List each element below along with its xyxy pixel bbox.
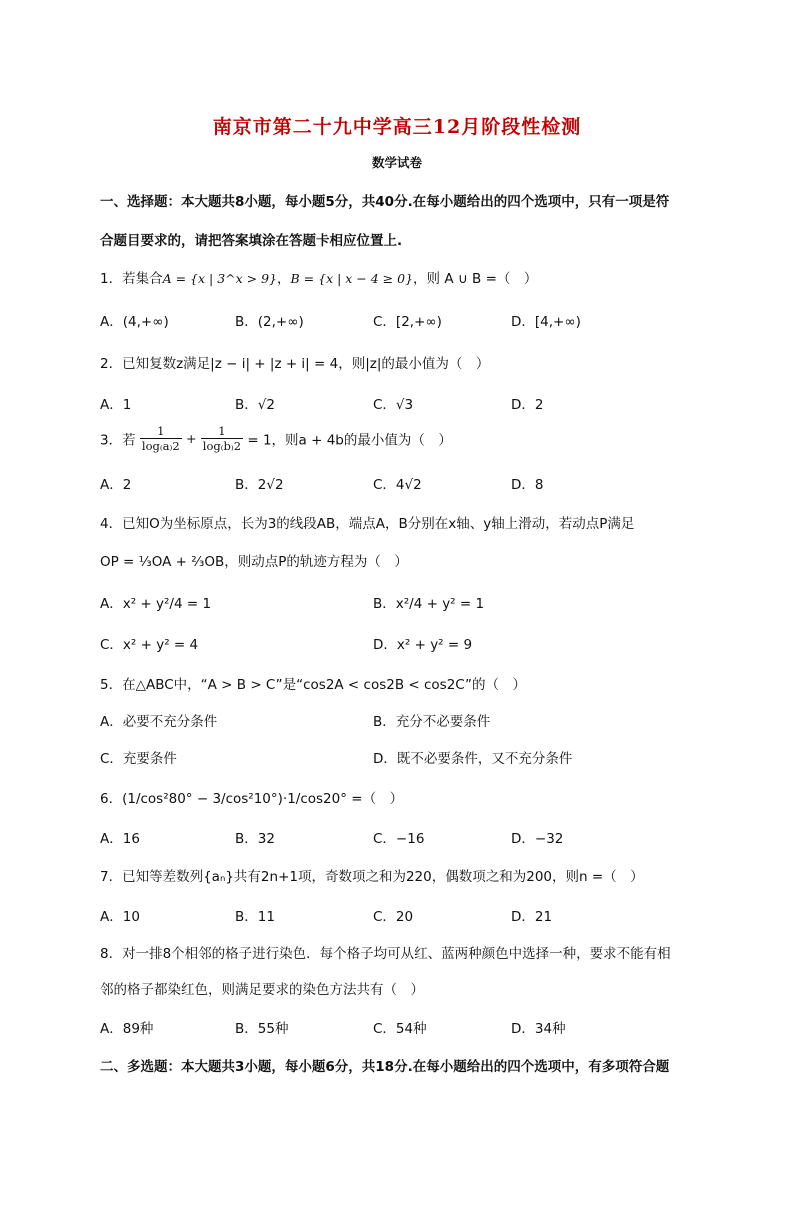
q3-fraction-1 (140, 424, 182, 453)
question-4-line2: OP = ⅓OA + ⅔OB，则动点P的轨迹方程为（ ） (100, 554, 408, 570)
q7-option-c: C．20 (373, 909, 414, 925)
q3-option-b: B．2√2 (235, 477, 284, 493)
q7-option-b: B．11 (235, 909, 275, 925)
q8-option-d: D．34种 (511, 1021, 566, 1037)
question-1: 1．若集合A = {x | 3^x > 9}，B = {x | x − 4 ≥ 0}，则 A ∪ B =（ ） (100, 271, 538, 287)
q4-option-a: A．x² + y²/4 = 1 (100, 596, 212, 612)
q1-option-d: D．[4,+∞) (511, 314, 581, 330)
q1-option-a: A．(4,+∞) (100, 314, 169, 330)
q3-option-c: C．4√2 (373, 477, 422, 493)
q5-option-c: C．充要条件 (100, 751, 177, 767)
q8-option-a: A．89种 (100, 1021, 154, 1037)
q3-frac2-den: log₍b₎2 (202, 439, 242, 453)
q8-option-c: C．54种 (373, 1021, 427, 1037)
question-3: 3．若 $\frac{1}{\log_(a_)2}$ + $\frac{1}{\log_(b_)2}$ = 1，则a + 4b的最小值为（ ） (100, 424, 452, 453)
q1-ask: ，则 A ∪ B =（ ） (413, 271, 538, 287)
q4-option-b: B．x²/4 + y² = 1 (373, 596, 485, 612)
q3-frac1-den: log₍a₎2 (141, 439, 180, 453)
q5-option-b: B．充分不必要条件 (373, 714, 491, 730)
q1-set-b: B = {x | x − 4 ≥ 0} (290, 271, 414, 286)
q6-option-a: A．16 (100, 831, 140, 847)
question-2: 2．已知复数z满足|z − i| + |z + i| = 4，则|z|的最小值为（ ） (100, 356, 490, 372)
q3-suffix: = 1，则a + 4b的最小值为（ ） (247, 432, 452, 449)
page-title: 南京市第二十九中学高三12月阶段性检测 (212, 116, 582, 138)
q3-frac2-num: 1 (201, 424, 243, 439)
q1-prefix: 1．若集合 (100, 271, 163, 287)
q6-option-c: C．−16 (373, 831, 425, 847)
question-8-line1: 8．对一排8个相邻的格子进行染色．每个格子均可从红、蓝两种颜色中选择一种，要求不能有相 (100, 946, 671, 962)
q3-option-a: A．2 (100, 477, 132, 493)
question-4-line1: 4．已知O为坐标原点，长为3的线段AB，端点A，B分别在x轴、y轴上滑动，若动点P满足 (100, 516, 635, 532)
q2-option-c: C．√3 (373, 397, 414, 413)
q8-option-b: B．55种 (235, 1021, 289, 1037)
q4-option-c: C．x² + y² = 4 (100, 637, 199, 653)
q1-option-b: B．(2,+∞) (235, 314, 304, 330)
q1-option-c: C．[2,+∞) (373, 314, 442, 330)
q7-option-d: D．21 (511, 909, 553, 925)
q3-option-d: D．8 (511, 477, 544, 493)
q6-option-d: D．−32 (511, 831, 564, 847)
q6-option-b: B．32 (235, 831, 275, 847)
q3-fraction-2 (201, 424, 243, 453)
q5-option-a: A．必要不充分条件 (100, 714, 218, 730)
q2-option-a: A．1 (100, 397, 132, 413)
section1-heading-line2: 合题目要求的，请把答案填涂在答题卡相应位置上. (100, 233, 403, 249)
q5-option-d: D．既不必要条件，又不充分条件 (373, 751, 573, 767)
question-7: 7．已知等差数列{aₙ}共有2n+1项，奇数项之和为220，偶数项之和为200，则n =（ ） (100, 869, 644, 885)
section2-heading-line1: 二、多选题：本大题共3小题，每小题6分，共18分.在每小题给出的四个选项中，有多项符合题 (100, 1059, 670, 1075)
q2-option-d: D．2 (511, 397, 544, 413)
q1-set-a: A = {x | 3^x > 9} (162, 271, 278, 286)
page-subtitle: 数学试卷 (371, 155, 422, 170)
question-6: 6．(1/cos²80° − 3/cos²10°)·1/cos20° =（ ） (100, 791, 404, 807)
q7-option-a: A．10 (100, 909, 140, 925)
q3-prefix: 3．若 (100, 432, 136, 449)
q3-frac1-num: 1 (140, 424, 182, 439)
q2-option-b: B．√2 (235, 397, 275, 413)
section1-heading-line1: 一、选择题：本大题共8小题，每小题5分，共40分.在每小题给出的四个选项中，只有一项是符 (100, 194, 670, 210)
question-8-line2: 邻的格子都染红色，则满足要求的染色方法共有（ ） (100, 982, 424, 998)
q4-option-d: D．x² + y² = 9 (373, 637, 473, 653)
question-5: 5．在△ABC中，“A > B > C”是“cos2A < cos2B < cos2C”的（ ） (100, 677, 526, 693)
